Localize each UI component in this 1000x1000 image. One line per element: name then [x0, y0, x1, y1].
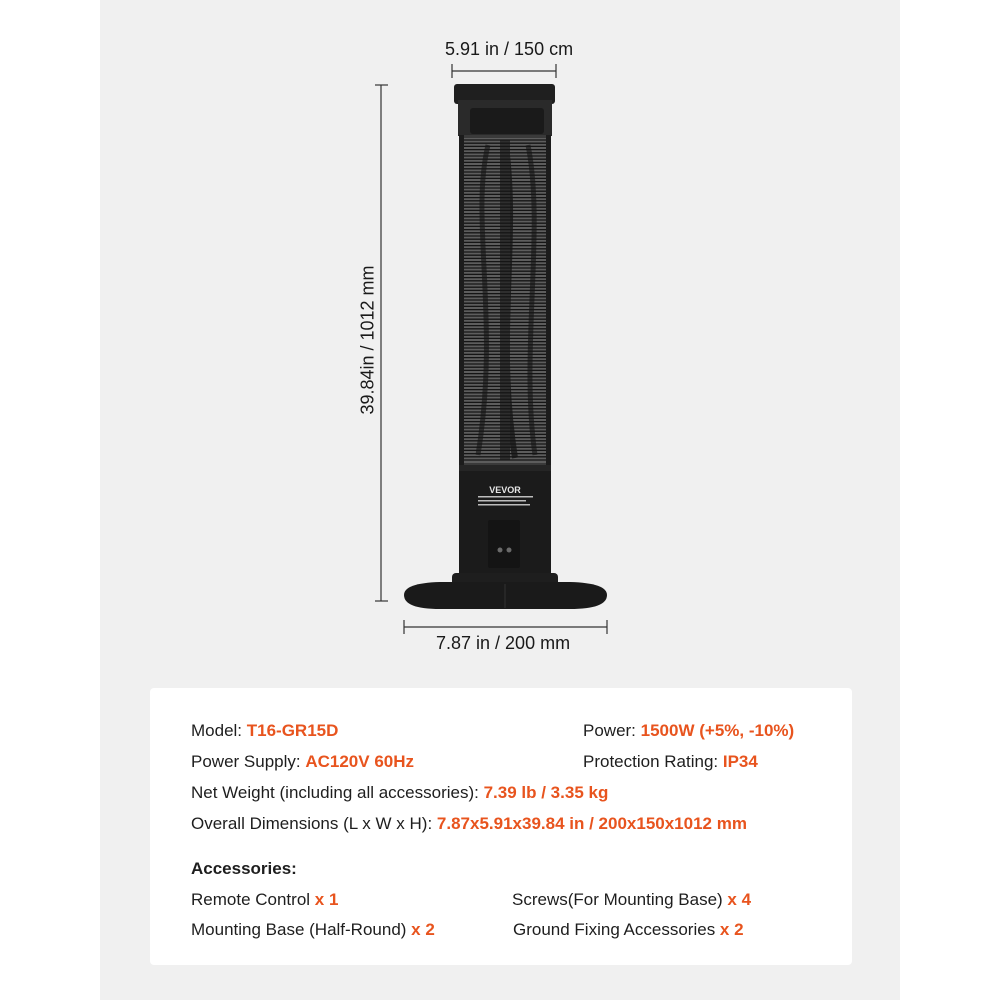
spec-power	[583, 721, 794, 741]
accessory-label: Remote Control	[191, 890, 315, 909]
accessory-label: Mounting Base (Half-Round)	[191, 920, 412, 939]
spec-net-weight	[191, 783, 608, 803]
spec-overall-dimensions-value: 7.87x5.91x39.84 in / 200x150x1012 mm	[436, 814, 747, 833]
product-label	[478, 496, 533, 506]
brand-logo: VEVOR	[489, 485, 521, 495]
accessory-item	[191, 920, 435, 940]
accessory-item	[512, 890, 751, 910]
spec-protection	[583, 752, 758, 772]
accessories-heading: Accessories:	[191, 859, 297, 878]
spec-protection-label: Protection Rating:	[583, 752, 723, 771]
spec-power-label: Power:	[583, 721, 641, 740]
spec-net-weight-label: Net Weight (including all accessories):	[191, 783, 484, 802]
accessory-qty: x 2	[411, 920, 435, 939]
accessory-label: Ground Fixing Accessories	[513, 920, 720, 939]
spec-model	[191, 721, 338, 741]
spec-power-value: 1500W (+5%, -10%)	[640, 721, 795, 740]
accessory-label: Screws(For Mounting Base)	[512, 890, 728, 909]
spec-net-weight-value: 7.39 lb / 3.35 kg	[483, 783, 609, 802]
spec-overall-dimensions	[191, 814, 747, 834]
top-width-dimension-line	[452, 64, 556, 78]
accessory-qty: x 1	[314, 890, 339, 909]
spec-power-supply	[191, 752, 414, 772]
spec-model-label: Model:	[191, 721, 247, 740]
spec-protection-value: IP34	[722, 752, 758, 771]
accessory-qty: x 4	[727, 890, 752, 909]
spec-model-value: T16-GR15D	[246, 721, 339, 740]
top-width-label: 5.91 in / 150 cm	[445, 39, 574, 59]
spec-power-supply-label: Power Supply:	[191, 752, 306, 771]
accessory-item	[191, 890, 338, 910]
base-width-dimension-line	[404, 620, 607, 634]
heater-tower	[404, 84, 607, 609]
spec-power-supply-value: AC120V 60Hz	[305, 752, 415, 771]
height-label: 39.84in / 1012 mm	[357, 265, 378, 415]
accessory-item	[513, 920, 744, 940]
base-width-label: 7.87 in / 200 mm	[436, 633, 571, 653]
accessory-qty: x 2	[719, 920, 744, 939]
spec-overall-dimensions-label: Overall Dimensions (L x W x H):	[191, 814, 437, 833]
grille-bars	[463, 140, 547, 460]
